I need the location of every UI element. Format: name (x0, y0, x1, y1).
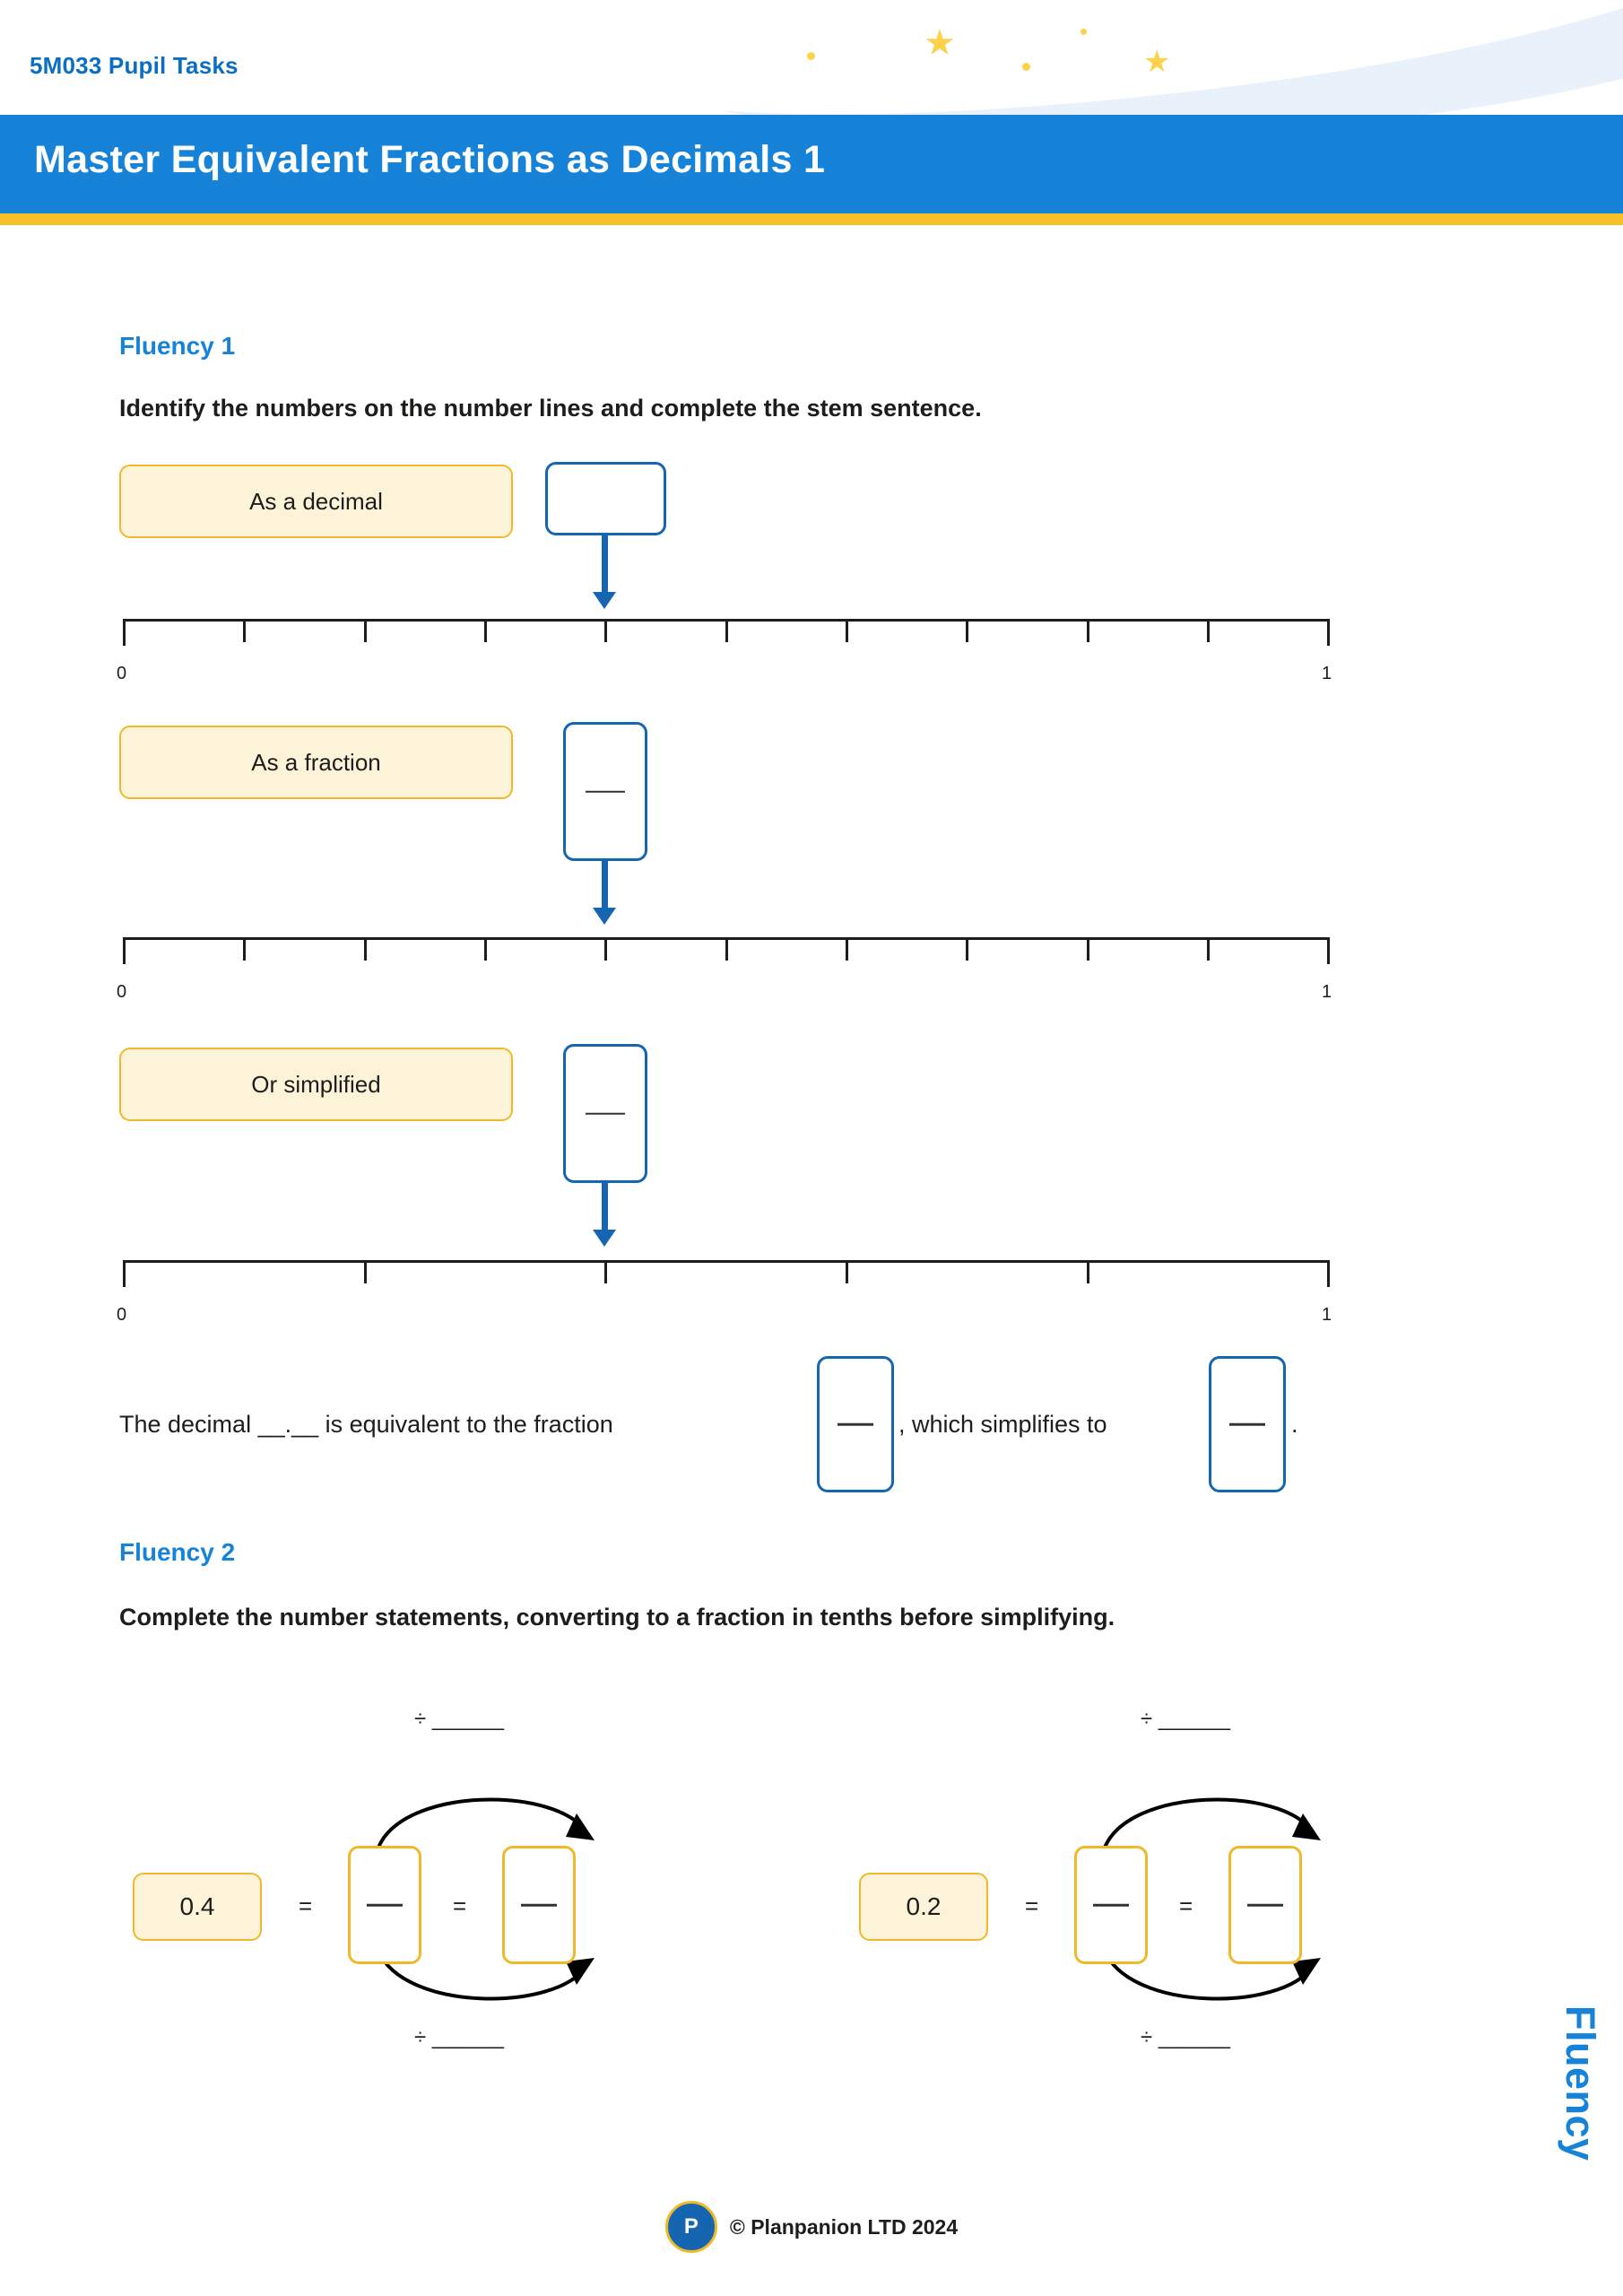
fraction-bar-icon (1229, 1423, 1265, 1426)
stem-answer-box-fraction[interactable] (817, 1356, 894, 1492)
tick (846, 619, 848, 642)
answer-box-decimal[interactable] (545, 462, 666, 535)
number-line-3-start-label: 0 (117, 1305, 127, 1325)
arrow-curve-top-1 (368, 1776, 601, 1857)
equals-sign-2b: = (1179, 1892, 1193, 1919)
divisor-label-top-2: ÷ ______ (1141, 1707, 1230, 1731)
star-icon: ★ (1143, 45, 1171, 79)
prompt-or-simplified: Or simplified (119, 1048, 513, 1121)
document-code: 5M033 Pupil Tasks (30, 52, 239, 79)
prompt-as-a-decimal: As a decimal (119, 465, 513, 538)
page-footer (0, 2201, 1623, 2253)
tick (1087, 1260, 1089, 1283)
tick (604, 1260, 607, 1283)
fraction-bar-icon (521, 1904, 557, 1907)
stem-answer-box-simplified[interactable] (1209, 1356, 1286, 1492)
tick (364, 619, 367, 642)
arrow-shaft-icon (602, 1183, 608, 1235)
fluency-2-instruction: Complete the number statements, converting to a fraction in tenths before simplifying. (119, 1604, 1115, 1631)
equals-sign-1b: = (453, 1892, 467, 1919)
number-line-2-start-label: 0 (117, 982, 127, 1002)
tick (1327, 1260, 1330, 1287)
fraction-box-simplified-1[interactable] (502, 1846, 576, 1964)
stem-sentence-part-3: . (1291, 1411, 1298, 1438)
equals-sign-1a: = (299, 1892, 313, 1919)
tick (725, 937, 728, 961)
decimal-value-2: 0.2 (859, 1873, 988, 1941)
number-line-3-end-label: 1 (1322, 1305, 1332, 1325)
dot-icon (1022, 63, 1030, 71)
tick (123, 937, 126, 964)
tick (604, 937, 607, 961)
answer-box-simplified[interactable] (563, 1044, 647, 1183)
copyright-text: © Planpanion LTD 2024 (729, 2214, 959, 2239)
tick (725, 619, 728, 642)
number-line-2-end-label: 1 (1322, 982, 1332, 1002)
fraction-bar-icon (838, 1423, 873, 1426)
sidebar-vertical-label: Fluency (1558, 2005, 1603, 2161)
fraction-bar-icon (1247, 1904, 1283, 1907)
gold-divider (0, 213, 1623, 225)
arrow-shaft-icon (602, 861, 608, 913)
planpanion-logo-icon: P (665, 2201, 717, 2253)
tick (243, 937, 246, 961)
tick (123, 1260, 126, 1287)
tick (1327, 937, 1330, 964)
fluency-1-label: Fluency 1 (119, 332, 236, 360)
fraction-box-simplified-2[interactable] (1228, 1846, 1302, 1964)
tick (364, 937, 367, 961)
fluency-2-label: Fluency 2 (119, 1538, 236, 1566)
tick (484, 619, 487, 642)
fluency-1-instruction: Identify the numbers on the number lines and complete the stem sentence. (119, 395, 982, 422)
dot-icon (807, 52, 815, 60)
fraction-box-tenths-1[interactable] (348, 1846, 421, 1964)
tick (1207, 619, 1210, 642)
tick (966, 937, 968, 961)
number-line-1-end-label: 1 (1322, 664, 1332, 683)
tick (1087, 937, 1089, 961)
tick (364, 1260, 367, 1283)
answer-box-fraction[interactable] (563, 722, 647, 861)
tick (604, 619, 607, 642)
arrow-shaft-icon (602, 535, 608, 598)
number-line-1-start-label: 0 (117, 664, 127, 683)
fraction-bar-icon (367, 1904, 403, 1907)
tick (846, 937, 848, 961)
arrow-curve-top-2 (1094, 1776, 1327, 1857)
header-decoration (0, 0, 1623, 115)
equals-sign-2a: = (1025, 1892, 1039, 1919)
tick (1327, 619, 1330, 646)
fraction-bar-icon (586, 1112, 625, 1115)
fraction-bar-icon (586, 790, 625, 793)
fraction-bar-icon (1093, 1904, 1129, 1907)
number-line-3 (123, 1260, 1330, 1263)
arrow-head-icon (593, 1230, 616, 1247)
tick (846, 1260, 848, 1283)
tick (1207, 937, 1210, 961)
divisor-label-top-1: ÷ ______ (414, 1707, 504, 1731)
tick (484, 937, 487, 961)
tick (123, 619, 126, 646)
arrow-head-icon (593, 592, 616, 609)
dot-icon (1081, 29, 1087, 35)
tick (966, 619, 968, 642)
page-header (0, 0, 1623, 240)
stem-sentence-part-1: The decimal __.__ is equivalent to the fraction (119, 1411, 613, 1438)
tick (1087, 619, 1089, 642)
divisor-label-bottom-1: ÷ ______ (414, 2025, 504, 2049)
stem-sentence-part-2: , which simplifies to (898, 1411, 1107, 1438)
divisor-label-bottom-2: ÷ ______ (1141, 2025, 1230, 2049)
prompt-as-a-fraction: As a fraction (119, 726, 513, 799)
title-band (0, 115, 1623, 213)
page-title: Master Equivalent Fractions as Decimals 1 (34, 138, 826, 181)
fraction-box-tenths-2[interactable] (1074, 1846, 1148, 1964)
arrow-head-icon (593, 908, 616, 925)
decimal-value-1: 0.4 (133, 1873, 262, 1941)
star-icon: ★ (924, 23, 956, 63)
tick (243, 619, 246, 642)
